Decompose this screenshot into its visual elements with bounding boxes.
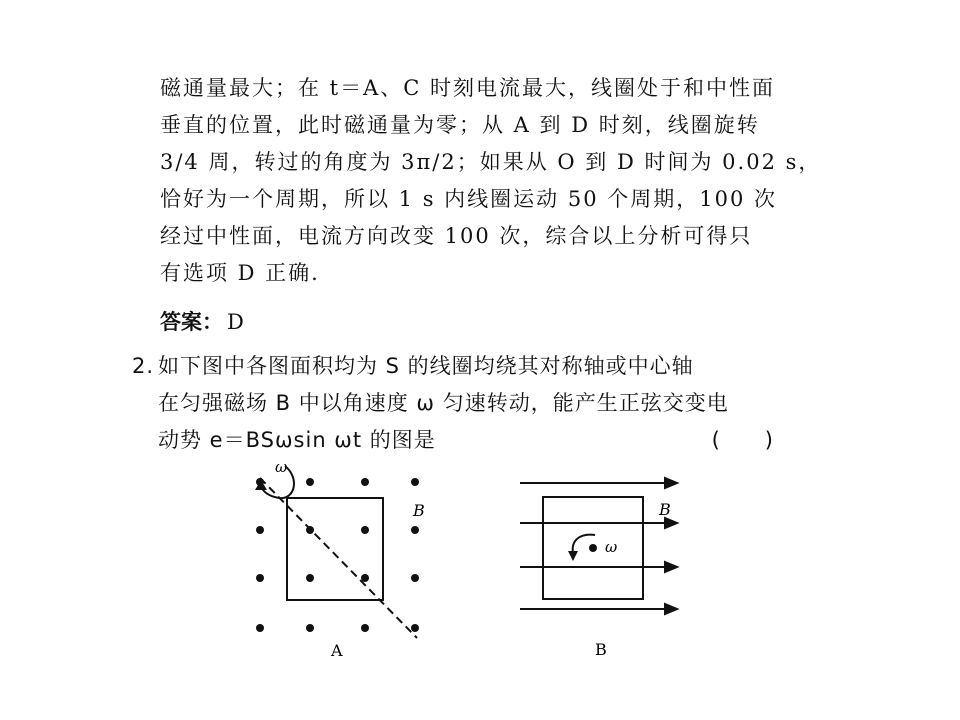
solution-line: 恰好为一个周期，所以 1 s 内线圈运动 50 个周期，100 次 — [160, 187, 777, 211]
solution-line: 经过中性面，电流方向改变 100 次，综合以上分析可得只 — [160, 224, 753, 248]
answer-label: 答案： — [160, 310, 223, 334]
rotation-center — [589, 544, 597, 552]
question-2 — [132, 348, 782, 459]
coil — [287, 498, 383, 600]
answer-value: D — [227, 310, 244, 334]
solution-line: 垂直的位置，此时磁通量为零；从 A 到 D 时刻，线圈旋转 — [160, 113, 760, 137]
figure-label: B — [595, 640, 607, 659]
solution-line: 磁通量最大；在 t＝A、C 时刻电流最大，线圈处于和中性面 — [160, 76, 776, 100]
figure-a — [245, 460, 445, 660]
question-line: 如下图中各图面积均为 S 的线圈均绕其对称轴或中心轴 — [158, 354, 694, 378]
solution-text — [160, 70, 822, 292]
figure-b — [515, 465, 690, 660]
figure-label: A — [331, 641, 343, 660]
field-dots — [256, 478, 419, 632]
field-label: B — [659, 500, 671, 519]
solution-line: 3/4 周，转过的角度为 3π/2；如果从 O 到 D 时间为 0.02 s， — [160, 150, 822, 174]
omega-label: ω — [605, 538, 618, 556]
question-line: 动势 e＝BSωsin ωt 的图是 — [158, 428, 436, 452]
omega-label: ω — [275, 460, 288, 476]
field-label: B — [413, 501, 425, 520]
answer-line — [160, 306, 244, 336]
answer-blank: ( ) — [711, 428, 774, 452]
rotation-axis — [260, 478, 417, 638]
solution-line: 有选项 D 正确. — [160, 261, 320, 285]
question-number: 2. — [132, 354, 155, 378]
question-line: 在匀强磁场 B 中以角速度 ω 匀速转动，能产生正弦交变电 — [158, 391, 729, 415]
